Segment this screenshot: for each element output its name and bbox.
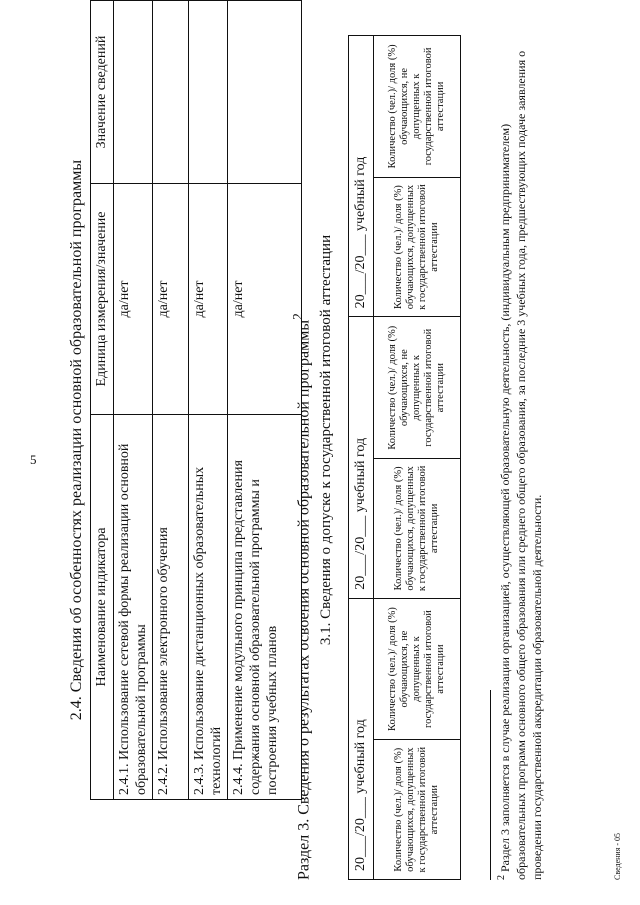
indicator-value — [153, 1, 189, 184]
indicator-name: 2.4.3. Использование дистанционных образовательных технологий — [189, 415, 228, 800]
footnote-mark: 2 — [496, 875, 507, 880]
year-header: 20___/20___ учебный год — [349, 317, 374, 598]
indicator-unit: да/нет — [189, 183, 228, 414]
footnote-ref: 2 — [290, 313, 305, 320]
col-header-value: Значение сведений — [91, 1, 114, 184]
section-2-4-table — [90, 0, 302, 800]
table-row — [189, 1, 228, 800]
indicator-unit: да/нет — [228, 183, 302, 414]
section-3-1-table — [348, 35, 461, 880]
section-2-4-title: 2.4. Сведения об особенностях реализации основной образовательной программы — [68, 159, 85, 721]
section-3-title — [290, 313, 313, 880]
indicator-value — [228, 1, 302, 184]
section-3-title-text: Раздел 3. Сведения о результатах освоения основной образовательной программы — [295, 319, 313, 880]
table-row — [153, 1, 189, 800]
table-row — [114, 1, 153, 800]
year-header: 20___/20___ учебный год — [349, 598, 374, 879]
indicator-value — [189, 1, 228, 184]
page-number: 5 — [30, 452, 37, 467]
table-header-row — [349, 36, 374, 880]
col-not-admitted: Количество (чел.)/ доля (%) обучающихся, не допущенных к государственной итоговой аттестации — [374, 317, 461, 459]
indicator-unit: да/нет — [114, 183, 153, 414]
col-admitted: Количество (чел.)/ доля (%) обучающихся, допущенных к государственной итоговой аттестации — [374, 177, 461, 317]
indicator-name: 2.4.2. Использование электронного обучения — [153, 415, 189, 800]
corner-label: Сведения - 05 — [613, 832, 622, 880]
indicator-name: 2.4.4. Применение модульного принципа представления содержания основной образовательной программы и построения учебных планов — [228, 415, 302, 800]
footnote — [494, 35, 545, 880]
indicator-unit: да/нет — [153, 183, 189, 414]
indicator-value — [114, 1, 153, 184]
col-not-admitted: Количество (чел.)/ доля (%) обучающихся, не допущенных к государственной итоговой аттестации — [374, 36, 461, 178]
table-row — [374, 36, 461, 880]
col-header-unit: Единица измерения/значение — [91, 183, 114, 414]
col-header-indicator: Наименование индикатора — [91, 415, 114, 800]
rotated-page — [38, 0, 638, 880]
col-admitted: Количество (чел.)/ доля (%) обучающихся, допущенных к государственной итоговой аттестации — [374, 459, 461, 599]
year-header: 20___/20___ учебный год — [349, 36, 374, 317]
footnote-divider — [490, 690, 491, 880]
section-3-1-subtitle: 3.1. Сведения о допуске к государственной итоговой аттестации — [318, 234, 334, 646]
col-not-admitted: Количество (чел.)/ доля (%) обучающихся, не допущенных к государственной итоговой аттестации — [374, 598, 461, 740]
footnote-text: Раздел 3 заполняется в случае реализации организацией, осуществляющей образовательную деятельность, (индивидуальным предпринимателем) образовательных программ основного общего образования или среднего общего образования, за последние 3 учебных года, предшествующих подаче заявления о проведении государственной аккредитации образовательной деятельности. — [498, 50, 544, 880]
col-admitted: Количество (чел.)/ доля (%) обучающихся, допущенных к государственной итоговой аттестации — [374, 740, 461, 880]
indicator-name: 2.4.1. Использование сетевой формы реализации основной образовательной программы — [114, 415, 153, 800]
table-header-row — [91, 1, 114, 800]
